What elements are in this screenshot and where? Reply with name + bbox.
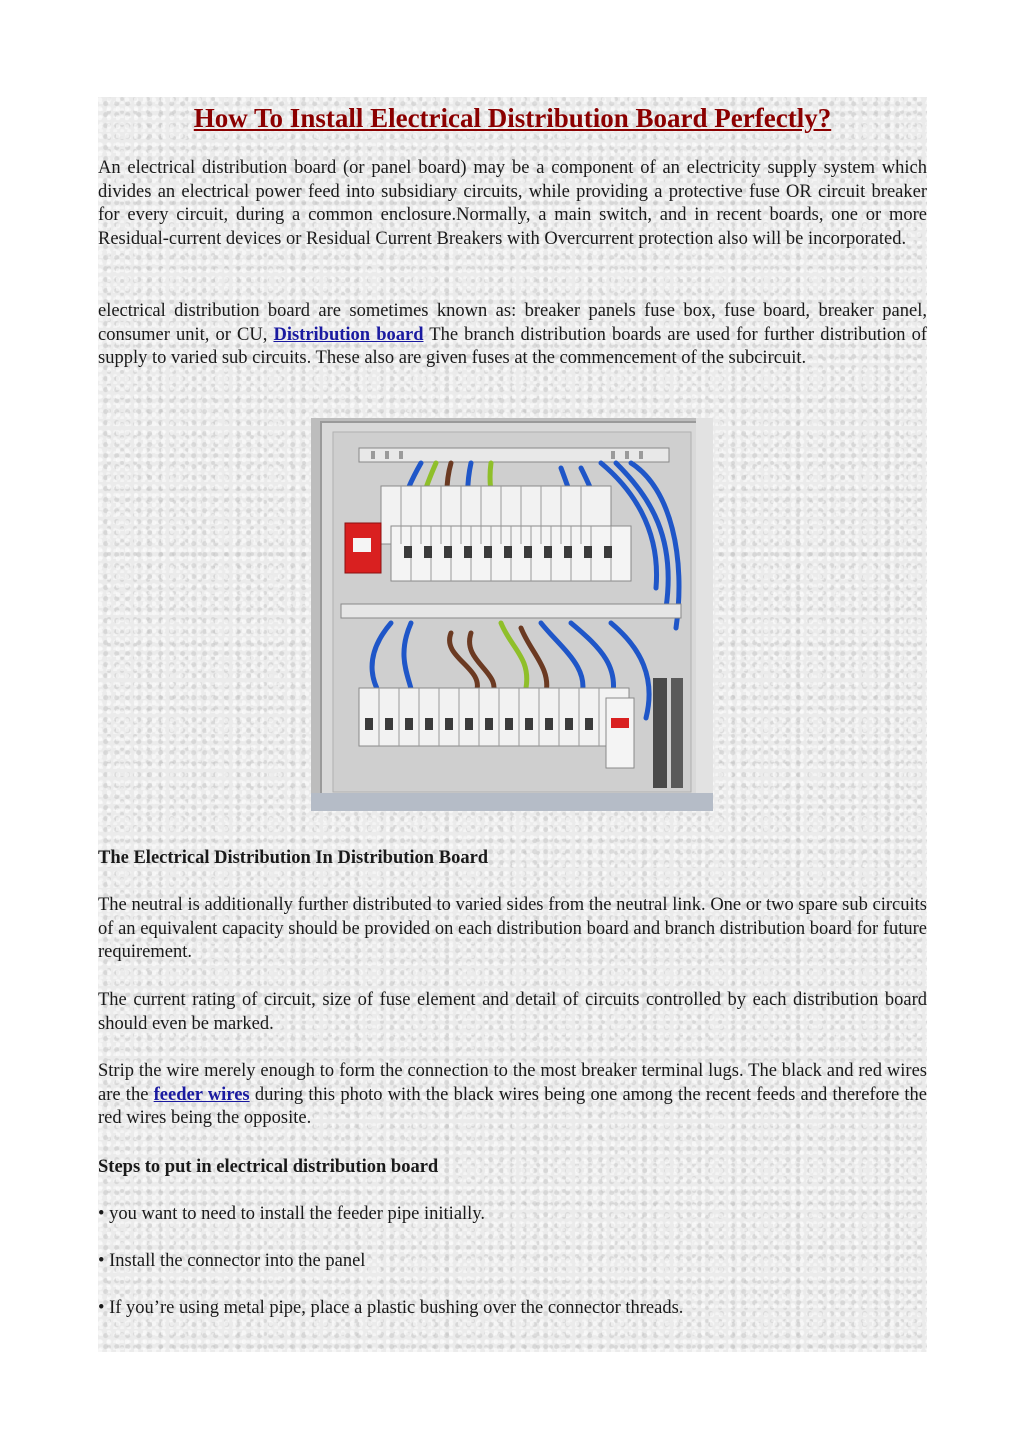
section-heading-distribution: The Electrical Distribution In Distribution Board <box>98 848 489 868</box>
paragraph-aliases-text-after: The branch distribution boards are used for further distribution of supply to varied sub circuits. These also are given fuses at the commencement of the subcircuit. <box>98 324 928 369</box>
document-page <box>98 97 927 1352</box>
paragraph-aliases-text-before: electrical distribution board are sometimes known as: breaker panels fuse box, fuse board, breaker panel, consumer unit, or CU, <box>98 301 927 345</box>
distribution-board-photo <box>311 418 713 811</box>
feeder-wires-link[interactable]: feeder wires <box>153 1084 250 1105</box>
intro-paragraph: An electrical distribution board (or panel board) may be a component of an electricity supply system which divides an electrical power feed into subsidiary circuits, while providing a protective fuse OR circuit breaker for every circuit, during a common enclosure.Normally, a main switch, and in recent boards, one or more Residual-current devices or Residual Current Breakers with Overcurrent protection also will be incorporated. <box>98 158 927 250</box>
step-item: • you want to need to install the feeder pipe initially. <box>98 1204 485 1224</box>
step-item: • Install the connector into the panel <box>98 1251 366 1271</box>
paragraph-strip-wire <box>98 1060 927 1131</box>
paragraph-strip-wire-text-after: during this photo with the black wires being one among the recent feeds and therefore the red wires being the opposite. <box>98 1084 928 1129</box>
paragraph-aliases <box>98 300 927 371</box>
paragraph-neutral: The neutral is additionally further distributed to varied sides from the neutral link. One or two spare sub circuits of an equivalent capacity should be provided on each distribution board and branch distribution board for future requirement. <box>98 895 927 963</box>
section-heading-steps: Steps to put in electrical distribution board <box>98 1157 439 1177</box>
distribution-board-link[interactable]: Distribution board <box>273 324 424 345</box>
paragraph-strip-wire-text-before: Strip the wire merely enough to form the connection to the most breaker terminal lugs. The black and red wires are the <box>98 1061 927 1105</box>
page-title: How To Install Electrical Distribution Board Perfectly? <box>193 103 832 133</box>
paragraph-current-rating: The current rating of circuit, size of fuse element and detail of circuits controlled by each distribution board should even be marked. <box>98 990 927 1034</box>
step-item: • If you’re using metal pipe, place a plastic bushing over the connector threads. <box>98 1298 684 1318</box>
